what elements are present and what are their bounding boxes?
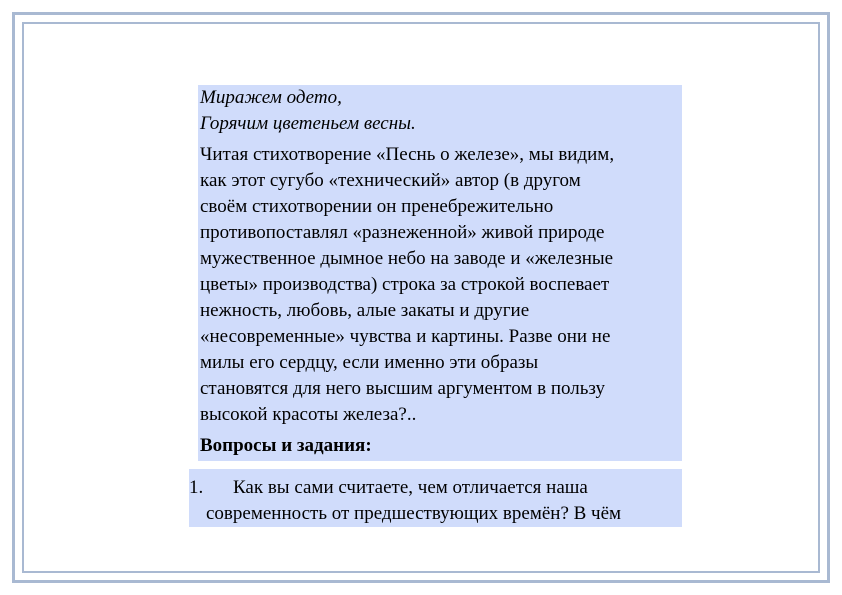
- paragraph-line: высокой красоты железа?..: [200, 404, 417, 425]
- list-item: [189, 475, 588, 501]
- poem-line-1: Миражем одето,: [200, 87, 342, 108]
- body-paragraph: [198, 142, 682, 428]
- question-list: [189, 469, 682, 527]
- highlighted-text-block: [198, 85, 682, 461]
- paragraph-line: «несовременные» чувства и картины. Разве они не: [200, 326, 611, 347]
- paragraph-line: нежность, любовь, алые закаты и другие: [200, 300, 530, 321]
- paragraph-line: противопоставлял «разнеженной» живой природе: [200, 222, 605, 243]
- paragraph-line: своём стихотворении он пренебрежительно: [200, 196, 554, 217]
- paragraph-line: как этот сугубо «технический» автор (в другом: [200, 170, 581, 191]
- list-item-text-line-1: Как вы сами считаете, чем отличается наша: [233, 477, 588, 498]
- paragraph-line: Читая стихотворение «Песнь о железе», мы видим,: [200, 144, 615, 165]
- paragraph-line: милы его сердцу, если именно эти образы: [200, 352, 539, 373]
- list-item-number: 1.: [189, 477, 204, 498]
- paragraph-line: мужественное дымное небо на заводе и «железные: [200, 248, 614, 269]
- poem-line-2: Горячим цветеньем весны.: [200, 113, 416, 134]
- paragraph-line: становятся для него высшим аргументом в пользу: [200, 378, 605, 399]
- paragraph-line: цветы» производства) строка за строкой воспевает: [200, 274, 610, 295]
- list-item-text-line-2: современность от предшествующих времён? В чём: [206, 503, 622, 524]
- questions-heading: Вопросы и задания:: [200, 435, 372, 456]
